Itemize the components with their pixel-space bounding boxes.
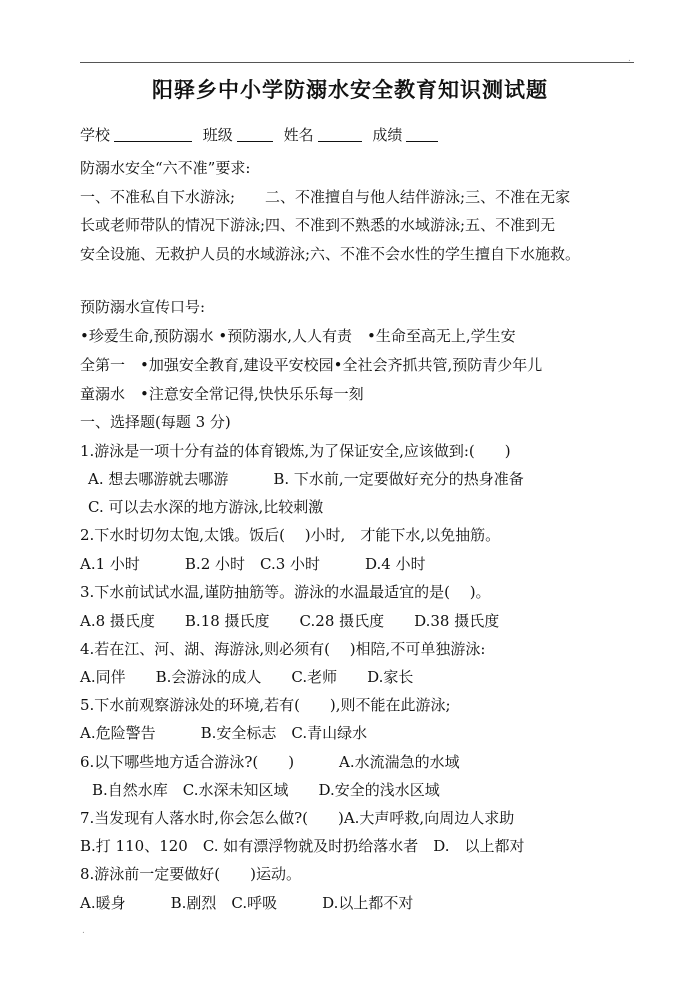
question-options: A.危险警告 B.安全标志 C.青山绿水 — [80, 724, 368, 742]
class-blank[interactable] — [237, 127, 273, 142]
question-stem: 5.下水前观察游泳处的环境,若有( ),则不能在此游泳; — [80, 696, 451, 714]
rules-line: 长或老师带队的情况下游泳;四、不准到不熟悉的水域游泳;五、不准到无 — [80, 216, 556, 234]
school-label: 学校 — [80, 126, 111, 144]
question-stem: 2.下水时切勿太饱,太饿。饭后( )小时, 才能下水,以免抽筋。 — [80, 526, 501, 544]
question-stem: 3.下水前试试水温,谨防抽筋等。游泳的水温最适宜的是( )。 — [80, 583, 491, 601]
score-blank[interactable] — [406, 127, 438, 142]
question-options: A.暖身 B.剧烈 C.呼吸 D.以上都不对 — [80, 894, 414, 912]
slogans-heading: 预防溺水宣传口号: — [80, 298, 206, 316]
slogans-line: 全第一 •加强安全教育,建设平安校园•全社会齐抓共管,预防青少年儿 — [80, 356, 543, 374]
question-options: A.同伴 B.会游泳的成人 C.老师 D.家长 — [80, 668, 414, 686]
rules-heading: 防溺水安全“六不准”要求: — [80, 159, 251, 177]
question-stem: 1.游泳是一项十分有益的体育锻炼,为了保证安全,应该做到:( ) — [80, 442, 511, 460]
scan-speck: . — [82, 926, 85, 936]
question-options: B.打 110、120 C. 如有漂浮物就及时扔给落水者 D. 以上都对 — [80, 837, 525, 855]
question-options: C. 可以去水深的地方游泳,比较刺激 — [88, 498, 324, 516]
score-label: 成绩 — [372, 126, 403, 144]
name-label: 姓名 — [283, 126, 314, 144]
rules-line: 一、不准私自下水游泳; 二、不准擅自与他人结伴游泳;三、不准在无家 — [80, 188, 571, 206]
question-stem: 4.若在江、河、湖、海游泳,则必须有( )相陪,不可单独游泳: — [80, 640, 486, 658]
slogans-line: •珍爱生命,预防溺水 •预防溺水,人人有责 •生命至高无上,学生安 — [80, 327, 516, 345]
scan-speck: . — [628, 54, 631, 64]
question-stem: 8.游泳前一定要做好( )运动。 — [80, 865, 302, 883]
student-info-row — [80, 124, 444, 145]
class-label: 班级 — [202, 126, 233, 144]
question-options: A.1 小时 B.2 小时 C.3 小时 D.4 小时 — [80, 555, 426, 573]
slogans-line: 童溺水 •注意安全常记得,快快乐乐每一刻 — [80, 385, 364, 403]
exam-title: 阳驿乡中小学防溺水安全教育知识测试题 — [152, 78, 548, 102]
rules-line: 安全设施、无救护人员的水域游泳;六、不准不会水性的学生擅自下水施救。 — [80, 245, 581, 263]
school-blank[interactable] — [114, 127, 192, 142]
question-options: A. 想去哪游就去哪游 B. 下水前,一定要做好充分的热身准备 — [88, 470, 524, 488]
name-blank[interactable] — [318, 127, 362, 142]
question-options: A.8 摄氏度 B.18 摄氏度 C.28 摄氏度 D.38 摄氏度 — [80, 612, 500, 630]
header-rule — [80, 62, 634, 63]
section-heading: 一、选择题(每题 3 分) — [80, 413, 231, 431]
question-options: B.自然水库 C.水深未知区域 D.安全的浅水区域 — [92, 781, 440, 799]
question-stem: 6.以下哪些地方适合游泳?( ) A.水流湍急的水域 — [80, 753, 460, 771]
question-stem: 7.当发现有人落水时,你会怎么做?( )A.大声呼救,向周边人求助 — [80, 809, 515, 827]
